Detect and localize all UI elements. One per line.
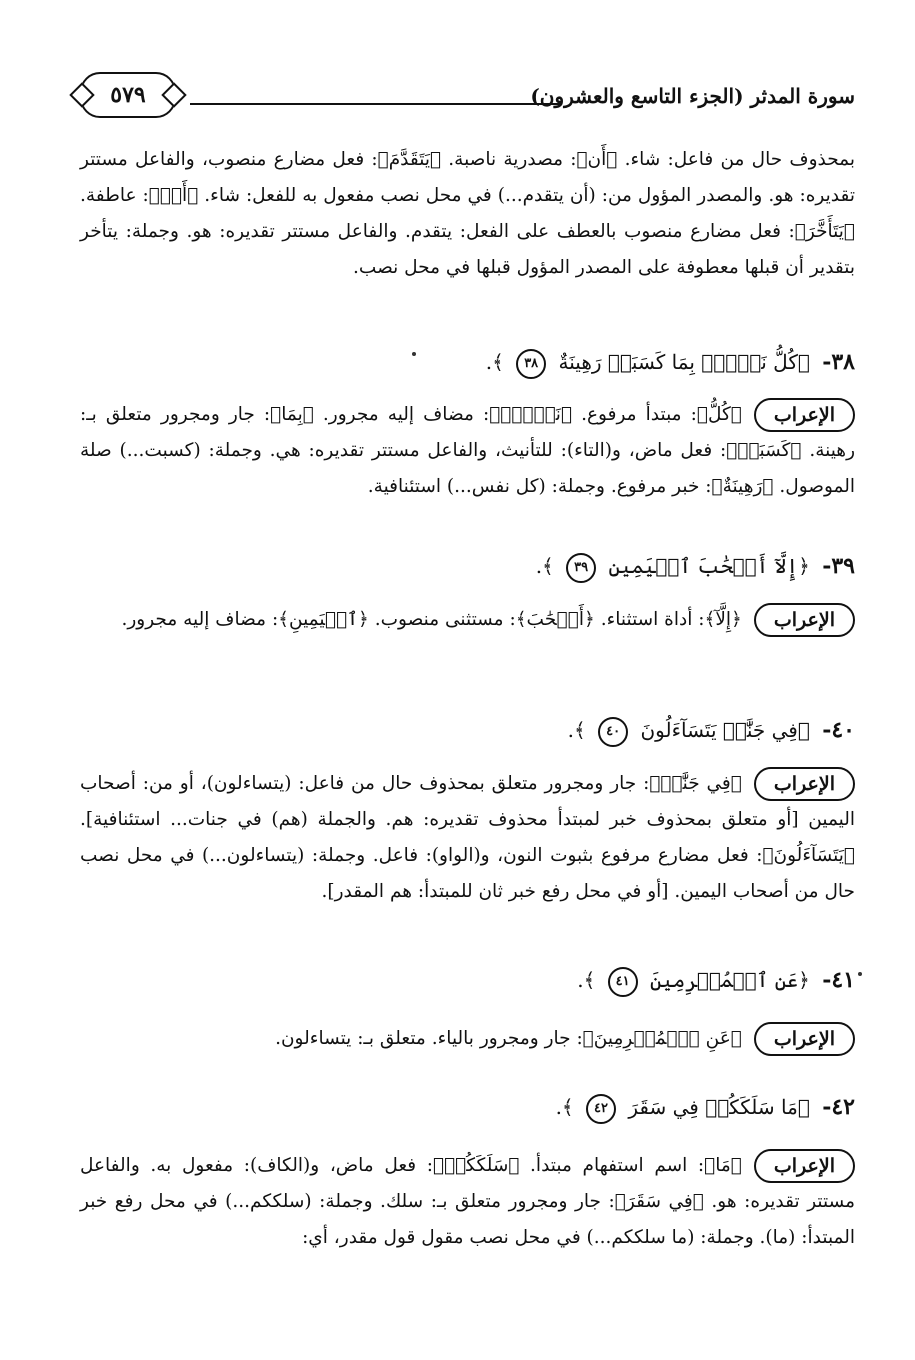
verse-text: ﴿إِلَّآ أَصۡحَٰبَ ٱلۡيَمِينِ	[608, 554, 810, 578]
irab-block-41	[80, 1021, 855, 1057]
ayah-number-icon: ٤١	[608, 967, 638, 997]
page-header	[80, 70, 855, 124]
page-number-badge	[80, 72, 176, 118]
ayah-number-icon: ٤٠	[598, 717, 628, 747]
ayah-number-icon: ٣٩	[566, 553, 596, 583]
verse-text: ﴿كُلُّ نَفۡسِۭ بِمَا كَسَبَتۡ رَهِينَةٌ	[558, 350, 810, 374]
verse-number: ٤٢-	[822, 1094, 855, 1120]
irab-text: ﴿عَنِ ٱلۡمُجۡرِمِينَ﴾: جار ومجرور بالياء. متعلق بـ: يتساءلون.	[275, 1028, 742, 1049]
header-title: سورة المدثر (الجزء التاسع والعشرون)	[530, 84, 855, 108]
verse-text: ﴿فِي جَنَّٰتٖ يَتَسَآءَلُونَ	[640, 718, 810, 742]
verse-40	[380, 710, 855, 750]
irab-label: الإعراب	[754, 1149, 855, 1183]
verse-number: ٣٨-	[822, 349, 855, 375]
irab-label: الإعراب	[754, 767, 855, 801]
irab-text: ﴿مَا﴾: اسم استفهام مبتدأ. ﴿سَلَكَكُمۡ﴾: فعل ماض، و(الكاف): مفعول به. والفاعل مستتر تقديره: هو. ﴿فِي سَقَرَ﴾: جار ومجرور متعلق بـ: سلك. وجملة: (سلككم...) في محل رفع خبر المبتدأ: (ما). وجملة: (ما سلككم...) في محل نصب مقول قول مقدر، أي:	[80, 1155, 855, 1248]
irab-text: ﴿فِي جَنَّٰتٖ﴾: جار ومجرور متعلق بمحذوف حال من فاعل: (يتساءلون)، أو من: أصحاب اليمين [أو متعلق بمحذوف خبر لمبتدأ محذوف تقديره: هم. والجملة (هم) في جنات... استئنافية]. ﴿يَتَسَآءَلُونَ﴾: فعل مضارع مرفوع بثبوت النون، و(الواو): فاعل. وجملة: (يتساءلون...) في محل نصب حال من أصحاب اليمين. [أو في محل رفع خبر ثان للمبتدأ: هم المقدر].	[80, 773, 855, 902]
irab-block-39	[80, 602, 855, 638]
verse-number: ٤٠-	[822, 717, 855, 743]
irab-text: ﴿إِلَّآ﴾: أداة استثناء. ﴿أَصۡحَٰبَ﴾: مستثنى منصوب. ﴿ٱلۡيَمِينِ﴾: مضاف إليه مجرور.	[121, 609, 742, 630]
scan-speck	[412, 352, 416, 356]
ayah-number-icon: ٣٨	[516, 349, 546, 379]
ayah-number-icon: ٤٢	[586, 1094, 616, 1124]
verse-text: ﴿عَنِ ٱلۡمُجۡرِمِينَ	[650, 968, 810, 992]
verse-39	[380, 546, 855, 586]
verse-38	[380, 342, 855, 382]
verse-end: ﴾.	[535, 554, 554, 578]
verse-end: ﴾.	[577, 968, 596, 992]
verse-number: ٣٩-	[822, 553, 855, 579]
verse-end: ﴾.	[567, 718, 586, 742]
verse-41	[380, 960, 855, 1000]
irab-label: الإعراب	[754, 1022, 855, 1056]
irab-label: الإعراب	[754, 603, 855, 637]
header-divider	[190, 103, 562, 105]
irab-block-38	[80, 397, 855, 505]
irab-block-42	[80, 1148, 855, 1256]
irab-label: الإعراب	[754, 398, 855, 432]
verse-42	[380, 1087, 855, 1127]
irab-block-40	[80, 766, 855, 910]
irab-text: ﴿كُلُّ﴾: مبتدأ مرفوع. ﴿نَفۡسِۭ﴾: مضاف إليه مجرور. ﴿بِمَا﴾: جار ومجرور متعلق بـ: رهينة. ﴿كَسَبَتۡ﴾: فعل ماض، و(التاء): للتأنيث، والفاعل مستتر تقديره: هي. وجملة: (كسبت...) صلة الموصول. ﴿رَهِينَةٌ﴾: خبر مرفوع. وجملة: (كل نفس...) استئنافية.	[80, 404, 855, 497]
verse-end: ﴾.	[555, 1095, 574, 1119]
page-number: ٥٧٩	[110, 82, 146, 108]
verse-number: ٤١-	[822, 967, 855, 993]
scan-speck	[858, 972, 862, 976]
verse-end: ﴾.	[485, 350, 504, 374]
paragraph-intro: بمحذوف حال من فاعل: شاء. ﴿أَن﴾: مصدرية ناصبة. ﴿يَتَقَدَّمَ﴾: فعل مضارع منصوب، والفاعل مستتر تقديره: هو. والمصدر المؤول من: (أن يتقدم...) في محل نصب مفعول به للفعل: شاء. ﴿أَوۡ﴾: عاطفة. ﴿يَتَأَخَّرَ﴾: فعل مضارع منصوب بالعطف على الفعل: يتقدم. والفاعل مستتر تقديره: هو. وجملة: يتأخر بتقدير أن قبلها معطوفة على المصدر المؤول قبلها في محل نصب.	[80, 149, 855, 278]
verse-text: ﴿مَا سَلَكَكُمۡ فِي سَقَرَ	[628, 1095, 810, 1119]
